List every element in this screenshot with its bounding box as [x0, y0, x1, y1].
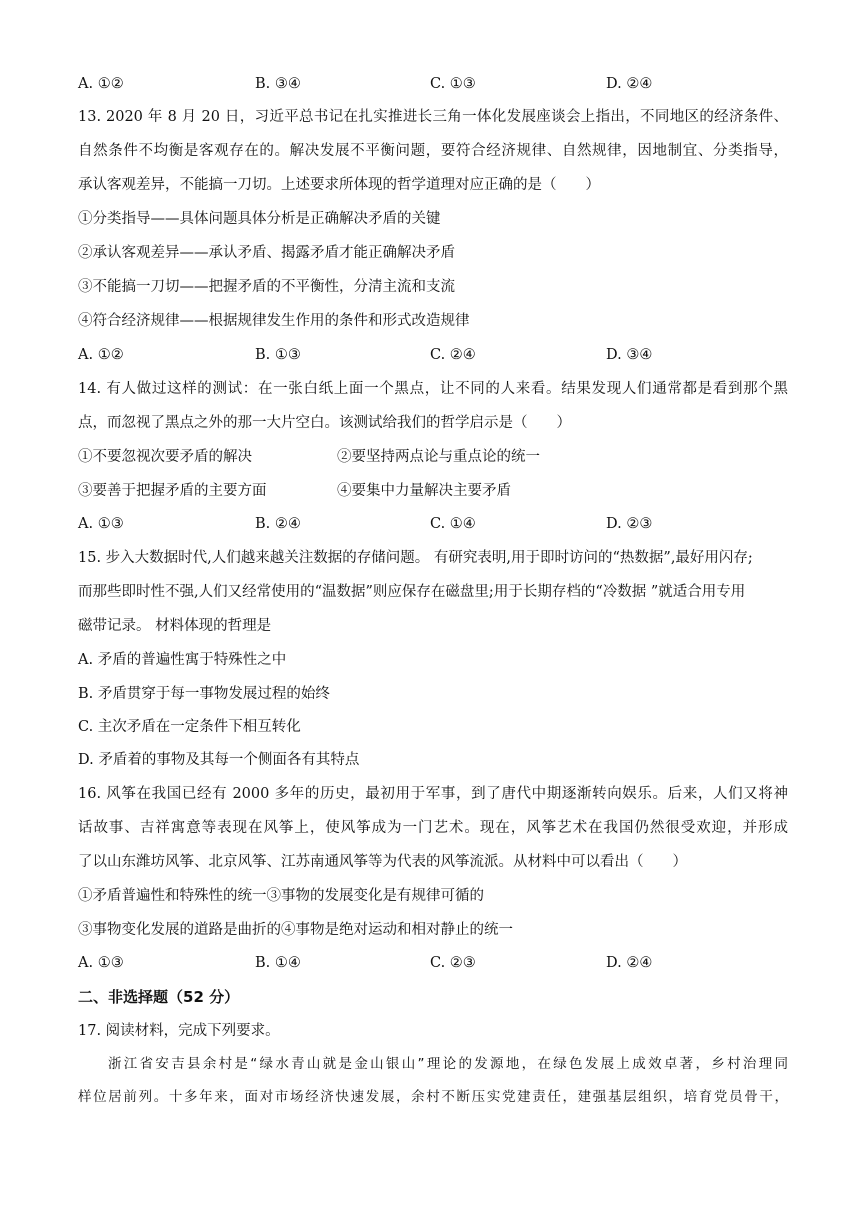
q16-option-c: C. ②③ [430, 955, 476, 971]
q14-item-1: ①不要忽视次要矛盾的解决 [78, 449, 252, 465]
q12-option-b: B. ③④ [255, 76, 301, 92]
q17-material-line-1: 浙江省安吉县余村是“绿水青山就是金山银山”理论的发源地，在绿色发展上成效卓著，乡村治理同 [108, 1056, 788, 1072]
q17-stem: 17. 阅读材料，完成下列要求。 [78, 1023, 280, 1039]
q13-option-d: D. ③④ [606, 347, 653, 363]
q14-item-4: ④要集中力量解决主要矛盾 [337, 483, 511, 499]
q16-option-d: D. ②④ [606, 955, 653, 971]
q14-items-row-2 [78, 481, 678, 501]
q14-option-d: D. ②③ [606, 516, 653, 532]
q13-item-3: ③不能搞一刀切——把握矛盾的不平衡性，分清主流和支流 [78, 279, 455, 295]
q13-option-c: C. ②④ [430, 347, 476, 363]
q13-item-4: ④符合经济规律——根据规律发生作用的条件和形式改造规律 [78, 313, 470, 329]
q16-item-line-1: ①矛盾普遍性和特殊性的统一③事物的发展变化是有规律可循的 [78, 888, 484, 904]
q13-options [78, 345, 788, 365]
section-2-heading: 二、非选择题（52 分） [78, 988, 240, 1006]
q16-option-a: A. ①③ [78, 955, 124, 971]
q15-stem-line-3: 磁带记录。 材料体现的哲理是 [78, 618, 272, 634]
q13-item-2: ②承认客观差异——承认矛盾、揭露矛盾才能正确解决矛盾 [78, 245, 455, 261]
q14-options [78, 514, 788, 534]
q14-item-2: ②要坚持两点论与重点论的统一 [337, 449, 540, 465]
q14-stem-line-2: 点，而忽视了黑点之外的那一大片空白。该测试给我们的哲学启示是（ ） [78, 415, 571, 431]
q15-option-a: A. 矛盾的普遍性寓于特殊性之中 [78, 652, 287, 668]
q13-stem-line-1: 13. 2020 年 8 月 20 日，习近平总书记在扎实推进长三角一体化发展座谈会上指出，不同地区的经济条件、 [78, 109, 788, 125]
q14-option-c: C. ①④ [430, 516, 476, 532]
q16-stem-line-1: 16. 风筝在我国已经有 2000 多年的历史，最初用于军事，到了唐代中期逐渐转向娱乐。后来，人们又将神 [78, 786, 788, 802]
q16-options [78, 953, 788, 973]
q14-option-a: A. ①③ [78, 516, 124, 532]
q13-stem-line-2: 自然条件不均衡是客观存在的。解决发展不平衡问题，要符合经济规律、自然规律，因地制宜、分类指导， [78, 143, 788, 159]
q12-options [78, 74, 788, 94]
q14-option-b: B. ②④ [255, 516, 301, 532]
q12-option-a: A. ①② [78, 76, 124, 92]
q16-stem-line-2: 话故事、吉祥寓意等表现在风筝上，使风筝成为一门艺术。现在，风筝艺术在我国仍然很受欢迎，并形成 [78, 820, 788, 836]
q13-option-b: B. ①③ [255, 347, 301, 363]
q14-items-row-1 [78, 447, 678, 467]
q15-stem-line-2: 而那些即时性不强,人们又经常使用的“温数据”则应保存在磁盘里;用于长期存档的“冷数据 ”就适合用专用 [78, 584, 746, 600]
q12-option-d: D. ②④ [606, 76, 653, 92]
q13-option-a: A. ①② [78, 347, 124, 363]
q15-option-c: C. 主次矛盾在一定条件下相互转化 [78, 719, 301, 735]
q16-option-b: B. ①④ [255, 955, 301, 971]
q13-stem-line-3: 承认客观差异，不能搞一刀切。上述要求所体现的哲学道理对应正确的是（ ） [78, 177, 600, 193]
q12-option-c: C. ①③ [430, 76, 476, 92]
q15-option-d: D. 矛盾着的事物及其每一个侧面各有其特点 [78, 752, 360, 768]
q15-stem-line-1: 15. 步入大数据时代,人们越来越关注数据的存储问题。 有研究表明,用于即时访问的“热数据”,最好用闪存; [78, 550, 753, 566]
q13-item-1: ①分类指导——具体问题具体分析是正确解决矛盾的关键 [78, 211, 441, 227]
q14-stem-line-1: 14. 有人做过这样的测试：在一张白纸上面一个黑点，让不同的人来看。结果发现人们通常都是看到那个黑 [78, 381, 788, 397]
q15-option-b: B. 矛盾贯穿于每一事物发展过程的始终 [78, 686, 330, 702]
q14-item-3: ③要善于把握矛盾的主要方面 [78, 483, 267, 499]
q16-item-line-2: ③事物变化发展的道路是曲折的④事物是绝对运动和相对静止的统一 [78, 922, 513, 938]
q17-material-line-2: 样位居前列。十多年来，面对市场经济快速发展，余村不断压实党建责任，建强基层组织，培育党员骨干， [78, 1089, 788, 1105]
q16-stem-line-3: 了以山东潍坊风筝、北京风筝、江苏南通风筝等为代表的风筝流派。从材料中可以看出（ ） [78, 854, 687, 870]
